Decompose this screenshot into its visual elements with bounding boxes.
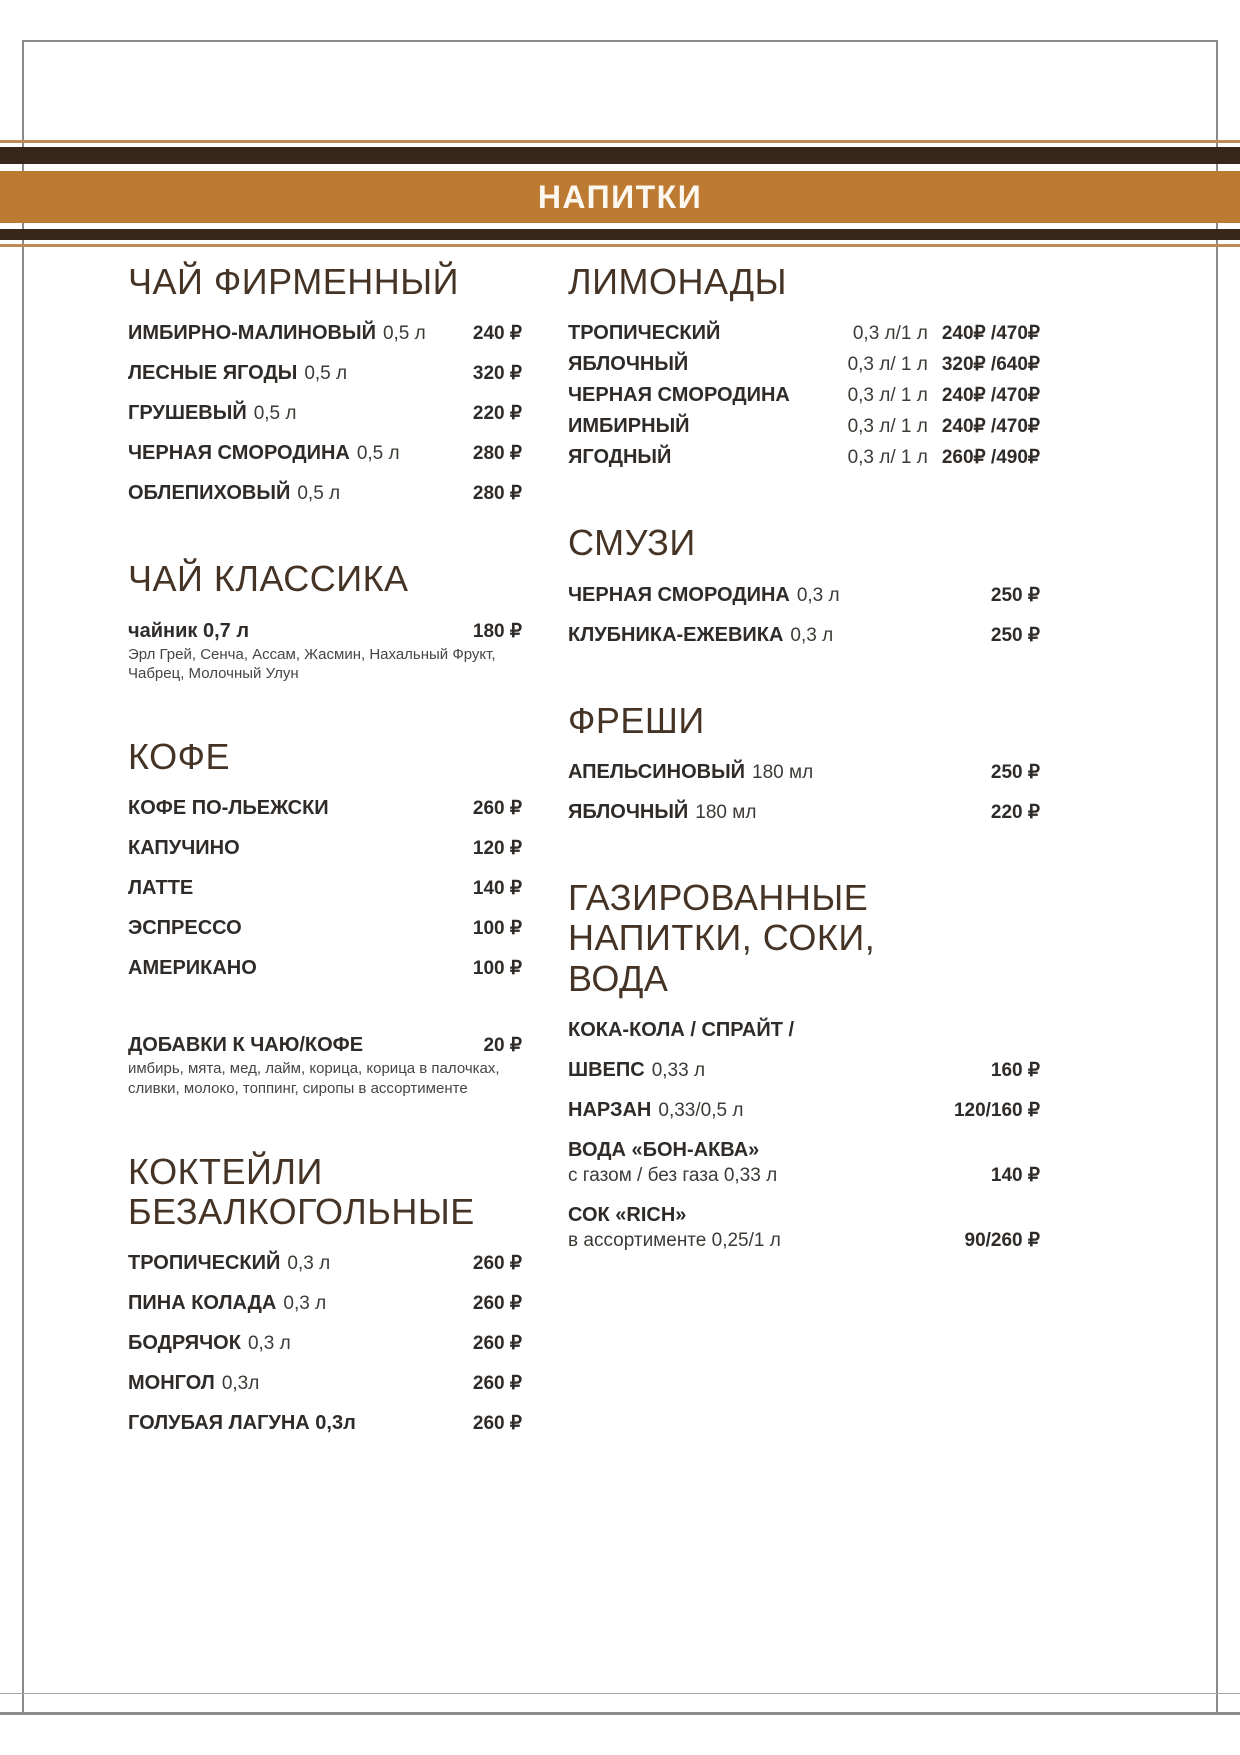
- item-price: 220 ₽: [990, 801, 1040, 823]
- section-title: КОФЕ: [128, 736, 230, 777]
- item-name: ГРУШЕВЫЙ: [128, 402, 247, 425]
- item-volume: 0,3 л: [287, 1253, 331, 1275]
- item-name: чайник 0,7 л: [128, 619, 250, 642]
- item-price: 260 ₽: [472, 798, 522, 820]
- item-volume-mid: 0,3 л/ 1 л: [847, 416, 928, 438]
- item-line: [128, 917, 522, 940]
- item-name: БОДРЯЧОК: [128, 1332, 241, 1355]
- item-name: МОНГОЛ: [128, 1372, 215, 1395]
- menu-item-row: [568, 584, 1040, 607]
- item-volume: 0,33/0,5 л: [658, 1099, 744, 1121]
- item-price: 320₽ /640₽: [941, 354, 1040, 376]
- item-name: КАПУЧИНО: [128, 837, 240, 860]
- item-name: ПИНА КОЛАДА: [128, 1292, 277, 1315]
- item-line: [568, 384, 1040, 407]
- menu-content: [128, 262, 1040, 1489]
- item-name: АПЕЛЬСИНОВЫЙ: [568, 760, 746, 783]
- bottom-rule-thin: [0, 1693, 1240, 1694]
- menu-item-row: [128, 442, 522, 465]
- item-volume: 180 мл: [752, 761, 814, 783]
- item-volume: 0,3 л: [283, 1293, 327, 1315]
- section-title: ЧАЙ ФИРМЕННЫЙ: [128, 261, 459, 302]
- item-price: 240₽ /470₽: [941, 323, 1040, 345]
- item-volume-mid: 0,3 л/ 1 л: [847, 447, 928, 469]
- item-volume: 0,3 л: [796, 584, 840, 606]
- item-name: ЧЕРНАЯ СМОРОДИНА: [568, 583, 790, 606]
- item-subrow: [568, 1164, 1040, 1187]
- item-volume: 0,3л: [221, 1373, 260, 1395]
- menu-section: [568, 878, 1040, 1252]
- menu-item-row: [568, 353, 1040, 376]
- item-line: [128, 1292, 522, 1315]
- menu-column-right: [568, 262, 1040, 1489]
- menu-item-row: [128, 917, 522, 940]
- menu-item-row: [568, 1099, 1040, 1122]
- item-price: 250 ₽: [990, 624, 1040, 646]
- menu-section: [128, 262, 522, 505]
- menu-item-row: [568, 624, 1040, 647]
- item-note: Эрл Грей, Сенча, Ассам, Жасмин, Нахальный Фрукт, Чабрец, Молочный Улун: [128, 645, 496, 682]
- item-price: 280 ₽: [472, 483, 522, 505]
- menu-item-row: [128, 1412, 522, 1435]
- item-name: НАРЗАН: [568, 1098, 652, 1121]
- header-stripes: [0, 140, 1240, 247]
- bottom-rule-thick: [0, 1712, 1240, 1715]
- menu-item-row: [568, 384, 1040, 407]
- item-price: 250 ₽: [990, 761, 1040, 783]
- item-line: [128, 1372, 522, 1395]
- item-price: 250 ₽: [990, 584, 1040, 606]
- item-price: 160 ₽: [990, 1059, 1040, 1081]
- item-volume: 0,5 л: [382, 323, 426, 345]
- item-name: ЯГОДНЫЙ: [568, 446, 672, 469]
- menu-item-row: [128, 402, 522, 425]
- menu-section: [568, 262, 1040, 469]
- menu-item-row: [128, 1332, 522, 1355]
- item-name: ИМБИРНО-МАЛИНОВЫЙ: [128, 322, 376, 345]
- item-line: [568, 446, 1040, 469]
- item-price: 240₽ /470₽: [941, 385, 1040, 407]
- menu-section: [568, 701, 1040, 824]
- menu-item-row: [128, 1034, 522, 1097]
- menu-item-row: [568, 801, 1040, 824]
- item-price: 20 ₽: [483, 1035, 522, 1057]
- menu-item-row: [128, 482, 522, 505]
- item-note: имбирь, мята, мед, лайм, корица, корица в палочках, сливки, молоко, топпинг, сиропы в ассортименте: [128, 1060, 500, 1097]
- item-line: [568, 584, 1040, 607]
- item-volume: 0,5 л: [356, 443, 400, 465]
- menu-item-row: [568, 415, 1040, 438]
- menu-item-row: [568, 1139, 1040, 1187]
- item-name: ДОБАВКИ К ЧАЮ/КОФЕ: [128, 1034, 364, 1057]
- item-line: [568, 1139, 1040, 1162]
- item-volume: 180 мл: [695, 801, 757, 823]
- menu-item-row: [568, 761, 1040, 784]
- menu-item-row: [568, 1059, 1040, 1082]
- item-price: 260₽ /490₽: [941, 447, 1040, 469]
- item-line: [128, 442, 522, 465]
- item-name: ТРОПИЧЕСКИЙ: [568, 322, 721, 345]
- item-price: 120 ₽: [472, 838, 522, 860]
- item-price: 260 ₽: [472, 1293, 522, 1315]
- section-title: ФРЕШИ: [568, 699, 705, 741]
- menu-column-left: [128, 262, 522, 1489]
- menu-item-row: [128, 1372, 522, 1395]
- item-subprice: 90/260 ₽: [964, 1229, 1040, 1251]
- menu-item-row: [128, 1252, 522, 1275]
- item-name: КОКА-КОЛА / СПРАЙТ /: [568, 1018, 795, 1041]
- item-line: [568, 1204, 1040, 1227]
- menu-section: [128, 737, 522, 980]
- item-name: ЯБЛОЧНЫЙ: [568, 800, 689, 823]
- item-subprice: 140 ₽: [990, 1164, 1040, 1186]
- item-line: [128, 837, 522, 860]
- menu-item-row: [568, 1019, 1040, 1042]
- menu-item-row: [128, 837, 522, 860]
- section-title: ЛИМОНАДЫ: [568, 261, 787, 302]
- menu-item-row: [128, 797, 522, 820]
- item-volume: 0,33 л: [651, 1059, 706, 1081]
- section-title: ГАЗИРОВАННЫЕ НАПИТКИ, СОКИ, ВОДА: [568, 876, 876, 999]
- menu-item-row: [128, 620, 522, 683]
- item-line: [128, 322, 522, 345]
- menu-item-row: [568, 1204, 1040, 1252]
- item-volume: 0,5 л: [304, 363, 348, 385]
- item-line: [128, 482, 522, 505]
- item-name: ИМБИРНЫЙ: [568, 415, 690, 438]
- menu-item-row: [568, 322, 1040, 345]
- item-price: 240 ₽: [472, 323, 522, 345]
- menu-item-row: [128, 957, 522, 980]
- menu-section: [128, 1034, 522, 1097]
- item-line: [568, 1059, 1040, 1082]
- item-price: 280 ₽: [472, 443, 522, 465]
- item-line: [128, 1412, 522, 1435]
- item-line: [568, 353, 1040, 376]
- item-name: ЭСПРЕССО: [128, 917, 242, 940]
- item-price: 180 ₽: [472, 620, 522, 642]
- menu-item-row: [128, 1292, 522, 1315]
- item-price: 240₽ /470₽: [941, 416, 1040, 438]
- item-line: [128, 1332, 522, 1355]
- item-volume-mid: 0,3 л/1 л: [852, 323, 928, 345]
- item-volume: 0,5 л: [297, 483, 341, 505]
- item-line: [128, 957, 522, 980]
- item-line: [568, 761, 1040, 784]
- section-title: КОКТЕЙЛИ БЕЗАЛКОГОЛЬНЫЕ: [128, 1150, 475, 1232]
- item-subtext: в ассортименте 0,25/1 л: [568, 1229, 781, 1251]
- item-name: ОБЛЕПИХОВЫЙ: [128, 482, 291, 505]
- item-line: [568, 322, 1040, 345]
- header-band-dark-top: [0, 147, 1240, 164]
- item-volume: 0,5 л: [253, 403, 297, 425]
- menu-item-row: [128, 877, 522, 900]
- item-name: КОФЕ ПО-ЛЬЕЖСКИ: [128, 797, 329, 820]
- item-line: [128, 877, 522, 900]
- item-line: [128, 797, 522, 820]
- item-volume-mid: 0,3 л/ 1 л: [847, 354, 928, 376]
- item-line: [568, 801, 1040, 824]
- item-price: 120/160 ₽: [953, 1099, 1040, 1121]
- item-line: [128, 620, 522, 643]
- item-volume: 0,3 л: [247, 1333, 291, 1355]
- item-price: 260 ₽: [472, 1373, 522, 1395]
- header-rule-tan-top: [0, 140, 1240, 143]
- item-line: [568, 1019, 1040, 1042]
- item-line: [128, 402, 522, 425]
- item-price: 100 ₽: [472, 918, 522, 940]
- item-name: СОК «RICH»: [568, 1203, 687, 1226]
- item-price: 320 ₽: [472, 363, 522, 385]
- item-name: КЛУБНИКА-ЕЖЕВИКА: [568, 623, 784, 646]
- menu-section: [128, 559, 522, 683]
- item-price: 260 ₽: [472, 1333, 522, 1355]
- item-name: ШВЕПС: [568, 1058, 645, 1081]
- item-name: АМЕРИКАНО: [128, 957, 257, 980]
- item-name: ЛАТТЕ: [128, 877, 194, 900]
- item-price: 220 ₽: [472, 403, 522, 425]
- section-title: СМУЗИ: [568, 522, 696, 564]
- item-name: ЧЕРНАЯ СМОРОДИНА: [128, 442, 350, 465]
- item-price: 140 ₽: [472, 878, 522, 900]
- item-name: ЛЕСНЫЕ ЯГОДЫ: [128, 362, 298, 385]
- menu-item-row: [568, 446, 1040, 469]
- page-title: НАПИТКИ: [537, 178, 703, 215]
- menu-section: [568, 523, 1040, 646]
- item-volume: 0,3 л: [790, 624, 834, 646]
- item-name: ЯБЛОЧНЫЙ: [568, 353, 689, 376]
- item-line: [128, 362, 522, 385]
- item-price: 260 ₽: [472, 1413, 522, 1435]
- title-band: [0, 171, 1240, 223]
- item-price: 260 ₽: [472, 1253, 522, 1275]
- item-subrow: [568, 1229, 1040, 1252]
- menu-section: [128, 1152, 522, 1436]
- item-subtext: с газом / без газа 0,33 л: [568, 1164, 778, 1186]
- item-name: ВОДА «БОН-АКВА»: [568, 1138, 760, 1161]
- item-line: [128, 1252, 522, 1275]
- header-rule-tan-bottom: [0, 244, 1240, 247]
- item-line: [128, 1034, 522, 1057]
- section-title: ЧАЙ КЛАССИКА: [128, 558, 409, 600]
- item-name: ЧЕРНАЯ СМОРОДИНА: [568, 384, 790, 407]
- menu-item-row: [128, 362, 522, 385]
- item-name: ТРОПИЧЕСКИЙ: [128, 1252, 281, 1275]
- item-name: ГОЛУБАЯ ЛАГУНА 0,3л: [128, 1412, 356, 1435]
- header-band-dark-bottom: [0, 229, 1240, 240]
- item-volume-mid: 0,3 л/ 1 л: [847, 385, 928, 407]
- item-line: [568, 415, 1040, 438]
- item-line: [568, 1099, 1040, 1122]
- item-price: 100 ₽: [472, 958, 522, 980]
- menu-item-row: [128, 322, 522, 345]
- item-line: [568, 624, 1040, 647]
